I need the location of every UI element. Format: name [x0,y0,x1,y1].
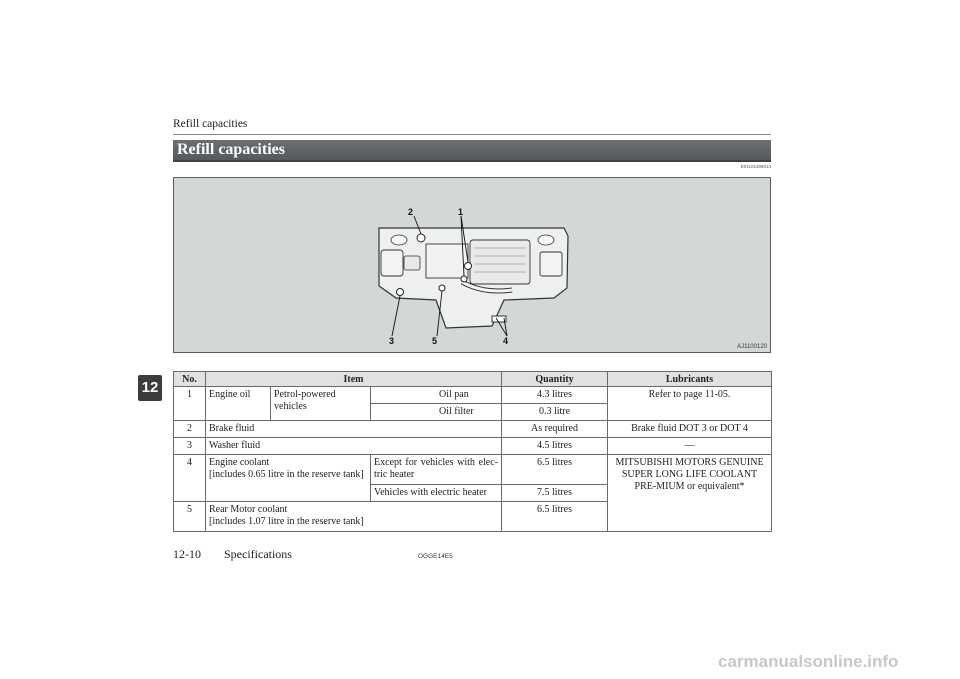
row-item: Brake fluid [206,421,502,438]
table-row [174,455,772,485]
footer-code: OGGE14E5 [418,553,453,560]
row-quantity: 6.5 litres [502,502,608,532]
row-part: Oil filter [371,404,502,421]
row-no: 5 [174,502,206,532]
row-item [206,502,502,532]
callout-5: 5 [432,336,438,346]
row-quantity: 0.3 litre [502,404,608,421]
section-title: Refill capacities [177,141,285,158]
table-row [174,421,772,438]
watermark: carmanualsonline.info [718,652,899,671]
row-item-line2: [includes 0.65 litre in the reserve tank] [209,469,364,480]
row-no: 3 [174,438,206,455]
row-lubricant: — [608,438,772,455]
row-quantity: 4.3 litres [502,387,608,404]
callout-2: 2 [408,207,414,217]
header-rule [173,134,771,135]
header-lubricants: Lubricants [608,372,772,387]
row-part: Oil pan [371,387,502,404]
refill-capacities-table [173,371,772,532]
row-item-line1: Engine coolant [209,457,270,468]
row-subitem: Petrol-powered vehicles [271,387,371,421]
table-row [174,438,772,455]
row-quantity: As required [502,421,608,438]
row-lubricant: Brake fluid DOT 3 or DOT 4 [608,421,772,438]
row-condition: Vehicles with electric heater [371,485,502,502]
section-title-bar [173,140,771,162]
row-lubricant: MITSUBISHI MOTORS GENUINE SUPER LONG LIFE COOLANT PRE-MIUM or equivalent* [608,455,772,532]
row-no: 4 [174,455,206,502]
document-code: E01101306014 [740,164,771,169]
row-item-line1: Rear Motor coolant [209,504,288,515]
row-quantity: 6.5 litres [502,455,608,485]
figure-code: AJ1100120 [737,344,767,350]
row-item: Engine oil [206,387,271,421]
table-row [174,387,772,404]
row-no: 2 [174,421,206,438]
header-quantity: Quantity [502,372,608,387]
running-header: Refill capacities [173,118,248,130]
header-no: No. [174,372,206,387]
callout-4: 4 [503,336,509,346]
chapter-tab[interactable]: 12 [138,375,162,401]
callout-3: 3 [389,336,395,346]
row-item: Washer fluid [206,438,502,455]
row-condition: Except for vehicles with elec-tric heater [371,455,502,485]
row-quantity: 7.5 litres [502,485,608,502]
footer-section: Specifications [224,547,292,561]
row-lubricant: Refer to page 11-05. [608,387,772,421]
table-header-row [174,372,772,387]
row-quantity: 4.5 litres [502,438,608,455]
footer-page-number: 12-10 [173,547,201,561]
callout-1: 1 [458,207,464,217]
row-item [206,455,371,502]
engine-bay-illustration [174,178,770,352]
row-no: 1 [174,387,206,421]
engine-bay-figure [173,177,771,353]
row-item-line2: [includes 1.07 litre in the reserve tank] [209,516,364,527]
header-item: Item [206,372,502,387]
